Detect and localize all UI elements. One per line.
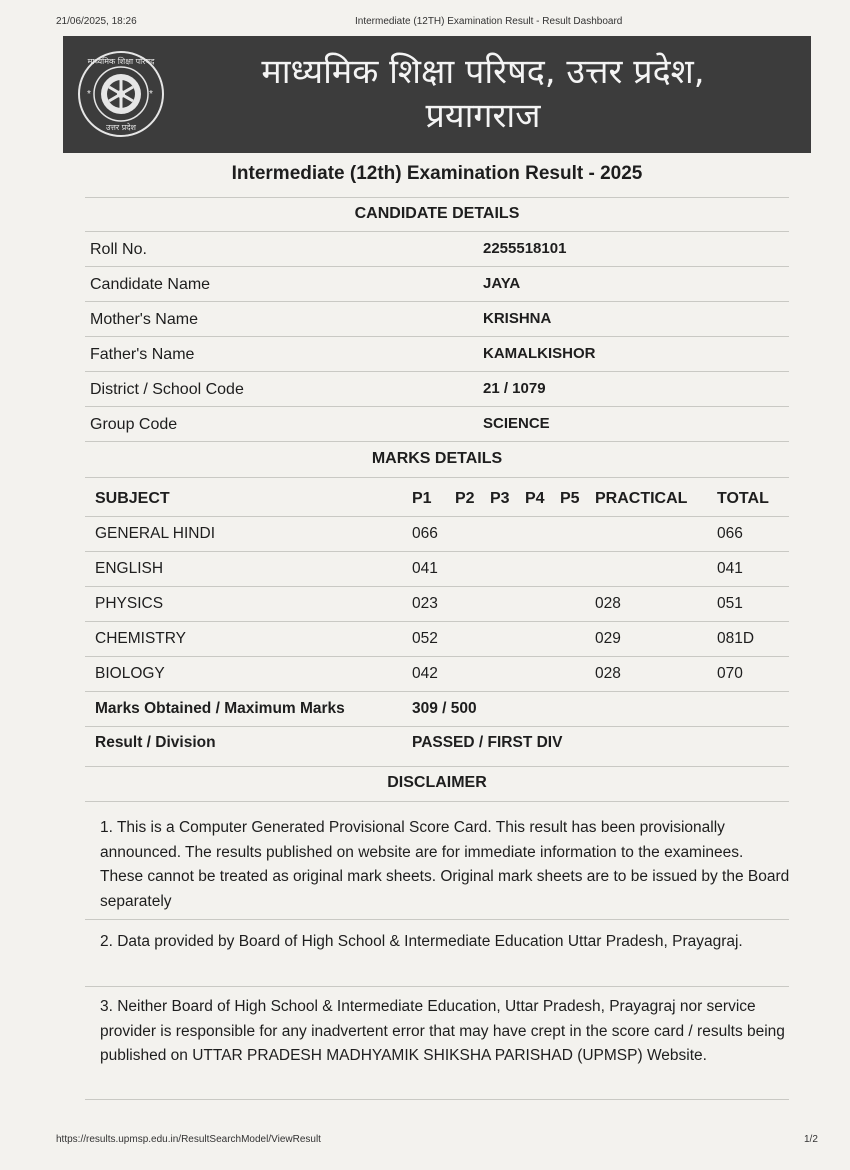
board-name	[183, 50, 783, 138]
subject-name: GENERAL HINDI	[95, 525, 216, 542]
candidate-name-value: JAYA	[483, 275, 521, 292]
father-name-label: Father's Name	[90, 346, 195, 363]
marks-row	[85, 551, 789, 585]
board-name-line1: माध्यमिक शिक्षा परिषद, उत्तर प्रदेश,	[261, 52, 705, 92]
seal-text-top: माध्यमिक शिक्षा परिषद	[87, 57, 155, 66]
print-page-title: Intermediate (12TH) Examination Result - Result Dashboard	[355, 16, 623, 27]
marks-row	[85, 621, 789, 655]
p1-mark: 052	[412, 630, 438, 647]
roll-value: 2255518101	[483, 240, 567, 257]
p1-mark: 042	[412, 665, 438, 682]
p1-mark: 066	[412, 525, 438, 542]
disclaimer-item: 3. Neither Board of High School & Intermediate Education, Uttar Pradesh, Prayagraj nor service provider is responsible for any inadvertent error that may have crept in the score card / results being published on UTTAR PRADESH MADHYAMIK SHIKSHA PARISHAD (UPMSP) Website.	[100, 998, 785, 1064]
divider	[85, 197, 789, 198]
p1-mark: 041	[412, 560, 438, 577]
upmsp-seal-icon	[77, 50, 165, 138]
col-p2: P2	[455, 490, 475, 507]
col-p3: P3	[490, 490, 510, 507]
col-total: TOTAL	[717, 490, 769, 507]
col-p4: P4	[525, 490, 545, 507]
board-banner	[63, 36, 811, 153]
divider	[85, 1099, 789, 1100]
marks-obtained-value: 309 / 500	[412, 700, 477, 717]
candidate-row-district	[85, 372, 789, 406]
total-mark: 041	[717, 560, 743, 577]
divider	[85, 986, 789, 987]
candidate-row-name	[85, 267, 789, 301]
marks-table-header	[85, 481, 789, 515]
marks-details-heading: MARKS DETAILS	[371, 450, 503, 467]
candidate-row-mother	[85, 302, 789, 336]
district-school-value: 21 / 1079	[483, 380, 546, 397]
disclaimer-heading: DISCLAIMER	[387, 774, 487, 791]
mother-name-value: KRISHNA	[483, 310, 552, 327]
board-name-line2: प्रयागराज	[425, 96, 541, 136]
col-p1: P1	[412, 490, 432, 507]
divider	[85, 477, 789, 478]
marks-row	[85, 586, 789, 620]
candidate-row-group	[85, 407, 789, 441]
marks-row	[85, 516, 789, 550]
page-number: 1/2	[804, 1134, 818, 1145]
total-mark: 081D	[717, 630, 755, 647]
divider	[85, 441, 789, 442]
total-mark: 051	[717, 595, 743, 612]
candidate-row-roll	[85, 232, 789, 266]
subject-name: BIOLOGY	[95, 665, 165, 682]
father-name-value: KAMALKISHOR	[483, 345, 596, 362]
practical-mark: 028	[595, 665, 621, 682]
result-value: PASSED / FIRST DIV	[412, 734, 563, 751]
page-url: https://results.upmsp.edu.in/ResultSearchModel/ViewResult	[56, 1134, 321, 1145]
candidate-name-label: Candidate Name	[90, 276, 211, 293]
practical-mark: 029	[595, 630, 621, 647]
total-mark: 070	[717, 665, 743, 682]
total-mark: 066	[717, 525, 743, 542]
roll-label: Roll No.	[90, 241, 147, 258]
candidate-row-father	[85, 337, 789, 371]
col-practical: PRACTICAL	[595, 490, 688, 507]
subject-name: PHYSICS	[95, 595, 164, 612]
print-header	[0, 16, 850, 32]
marks-obtained-row	[85, 691, 789, 725]
subject-name: CHEMISTRY	[95, 630, 187, 647]
divider	[85, 766, 789, 767]
subject-name: ENGLISH	[95, 560, 164, 577]
seal-text-bottom: उत्तर प्रदेश	[106, 123, 136, 132]
col-p5: P5	[560, 490, 580, 507]
svg-text:*: *	[87, 89, 91, 100]
p1-mark: 023	[412, 595, 438, 612]
result-row	[85, 725, 789, 759]
divider	[85, 919, 789, 920]
disclaimer-item: 1. This is a Computer Generated Provisional Score Card. This result has been provisionally announced. The results published on website are for immediate information to the examinees. These cannot be treated as original mark sheets. Original mark sheets are to be issued by the Board separately	[100, 819, 790, 910]
candidate-details-heading: CANDIDATE DETAILS	[354, 205, 520, 222]
print-datetime: 21/06/2025, 18:26	[56, 16, 137, 27]
svg-text:*: *	[149, 89, 153, 100]
marks-row	[85, 656, 789, 690]
district-school-label: District / School Code	[90, 381, 244, 398]
document-title: Intermediate (12th) Examination Result - 2025	[231, 163, 643, 184]
disclaimer-item: 2. Data provided by Board of High School & Intermediate Education Uttar Pradesh, Prayagraj.	[100, 933, 743, 950]
group-code-value: SCIENCE	[483, 415, 550, 432]
mother-name-label: Mother's Name	[90, 311, 198, 328]
practical-mark: 028	[595, 595, 621, 612]
col-subject: SUBJECT	[95, 490, 170, 507]
marks-obtained-label: Marks Obtained / Maximum Marks	[95, 700, 345, 717]
result-label: Result / Division	[95, 734, 216, 751]
divider	[85, 801, 789, 802]
group-code-label: Group Code	[90, 416, 178, 433]
